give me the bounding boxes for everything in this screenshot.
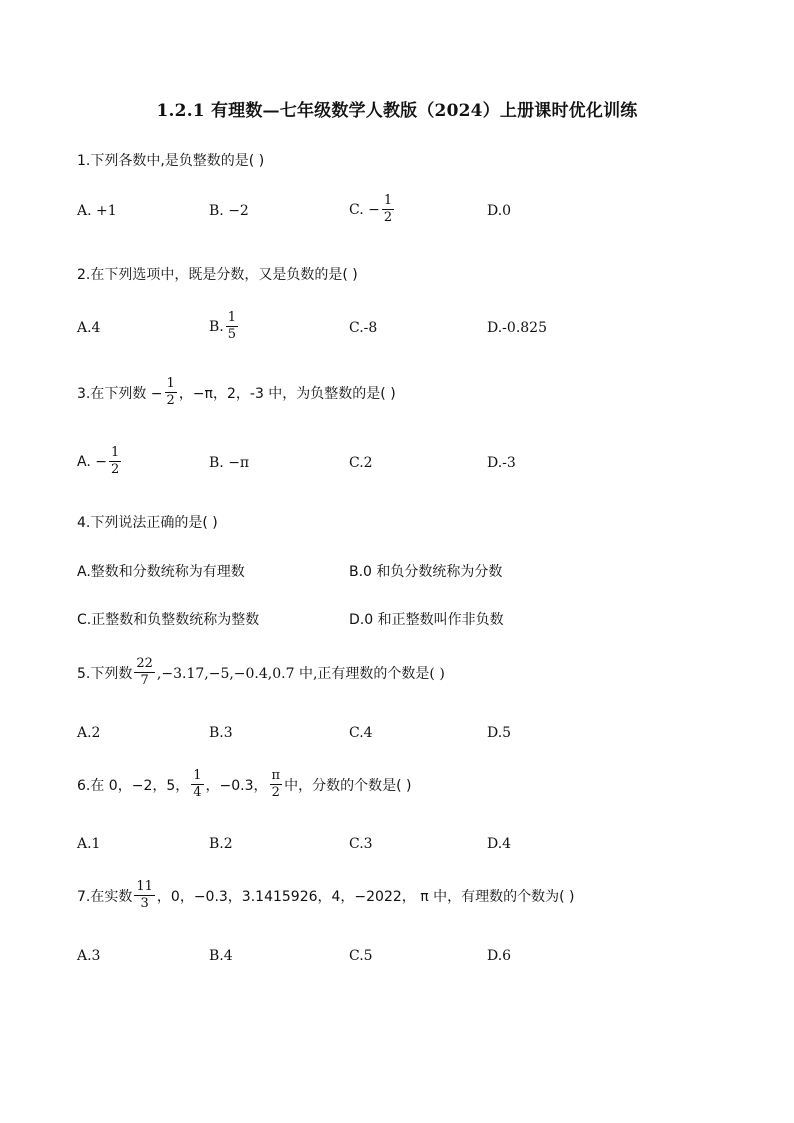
q7-stem-fraction — [134, 879, 155, 912]
question-6-stem — [77, 768, 411, 801]
q5-option-a: A.2 — [77, 725, 101, 741]
q7-option-b: B.4 — [209, 948, 233, 964]
fraction-denominator: 5 — [227, 327, 237, 342]
q5-option-d: D.5 — [487, 725, 512, 741]
q1-option-c — [349, 193, 396, 226]
fraction-numerator: 22 — [136, 656, 153, 671]
q7-option-d: D.6 — [487, 948, 512, 964]
q5-stem-prefix: 5.下列数 — [77, 665, 133, 682]
q4-option-c: C.正整数和负整数统称为整数 — [77, 612, 260, 628]
q3-stem-suffix: ，−π，2，-3 中，为负整数的是( ) — [178, 385, 396, 402]
q5-stem-suffix: ,−3.17,−5,−0.4,0.7 中,正有理数的个数是( ) — [156, 665, 445, 682]
question-1-stem: 1.下列各数中,是负整数的是( ) — [77, 153, 265, 169]
q6-option-b: B.2 — [209, 836, 233, 852]
question-2-stem: 2.在下列选项中，既是分数，又是负数的是( ) — [77, 267, 358, 283]
q4-option-a: A.整数和分数统称为有理数 — [77, 564, 245, 580]
fraction-numerator: π — [271, 768, 281, 783]
q7-option-a: A.3 — [77, 948, 101, 964]
fraction-denominator: 2 — [110, 462, 120, 477]
q4-option-b: B.0 和负分数统称为分数 — [349, 564, 503, 580]
fraction-denominator: 4 — [193, 785, 202, 800]
q7-stem-suffix: ，0，−0.3，3.1415926，4，−2022， π 中，有理数的个数为( ) — [156, 888, 575, 905]
q2-option-c: C.-8 — [349, 320, 378, 336]
q2-option-b-fraction — [226, 310, 238, 343]
q6-option-a: A.1 — [77, 836, 101, 852]
question-4-stem: 4.下列说法正确的是( ) — [77, 515, 218, 531]
q2-option-a: A.4 — [77, 320, 101, 336]
q3-option-a-prefix: A. − — [77, 453, 107, 470]
question-3-stem — [77, 376, 396, 409]
question-7-stem — [77, 879, 575, 912]
fraction-numerator: 1 — [227, 310, 237, 325]
fraction-numerator: 11 — [136, 879, 153, 894]
q6-stem-fraction-1 — [191, 768, 203, 801]
q1-option-b: B. −2 — [209, 203, 249, 219]
q3-option-a-fraction — [109, 445, 121, 478]
q5-option-b: B.3 — [209, 725, 233, 741]
fraction-numerator: 1 — [193, 768, 202, 783]
q6-option-d: D.4 — [487, 836, 512, 852]
q2-option-b-prefix: B. — [209, 318, 224, 335]
q2-option-b — [209, 310, 240, 343]
q4-option-d: D.0 和正整数叫作非负数 — [349, 612, 504, 628]
q3-stem-fraction — [165, 376, 177, 409]
q6-option-c: C.3 — [349, 836, 373, 852]
q1-option-c-prefix: C. − — [349, 201, 380, 218]
fraction-denominator: 2 — [383, 210, 393, 225]
fraction-numerator: 1 — [166, 376, 175, 391]
question-5-stem — [77, 656, 445, 689]
q6-stem-prefix: 6.在 0，−2，5， — [77, 777, 190, 794]
q6-stem-middle: ，−0.3， — [205, 777, 268, 794]
q1-option-d: D.0 — [487, 203, 512, 219]
q3-option-b: B. −π — [209, 455, 250, 471]
fraction-denominator: 2 — [166, 393, 175, 408]
fraction-denominator: 3 — [140, 896, 149, 911]
q6-stem-fraction-2 — [270, 768, 283, 801]
q3-option-d: D.-3 — [487, 455, 516, 471]
q1-option-c-fraction — [382, 193, 394, 226]
q5-stem-fraction — [134, 656, 155, 689]
q3-stem-prefix: 3.在下列数 − — [77, 385, 163, 402]
q5-option-c: C.4 — [349, 725, 373, 741]
fraction-numerator: 1 — [110, 445, 120, 460]
fraction-denominator: 7 — [140, 673, 149, 688]
q6-stem-suffix: 中，分数的个数是( ) — [284, 777, 412, 794]
page-title: 1.2.1 有理数—七年级数学人教版（2024）上册课时优化训练 — [156, 101, 638, 121]
fraction-numerator: 1 — [383, 193, 393, 208]
q3-option-c: C.2 — [349, 455, 373, 471]
q2-option-d: D.-0.825 — [487, 320, 547, 336]
q7-option-c: C.5 — [349, 948, 373, 964]
q7-stem-prefix: 7.在实数 — [77, 888, 133, 905]
q1-option-a: A. +1 — [77, 203, 117, 219]
q3-option-a — [77, 445, 123, 478]
fraction-denominator: 2 — [271, 785, 280, 800]
